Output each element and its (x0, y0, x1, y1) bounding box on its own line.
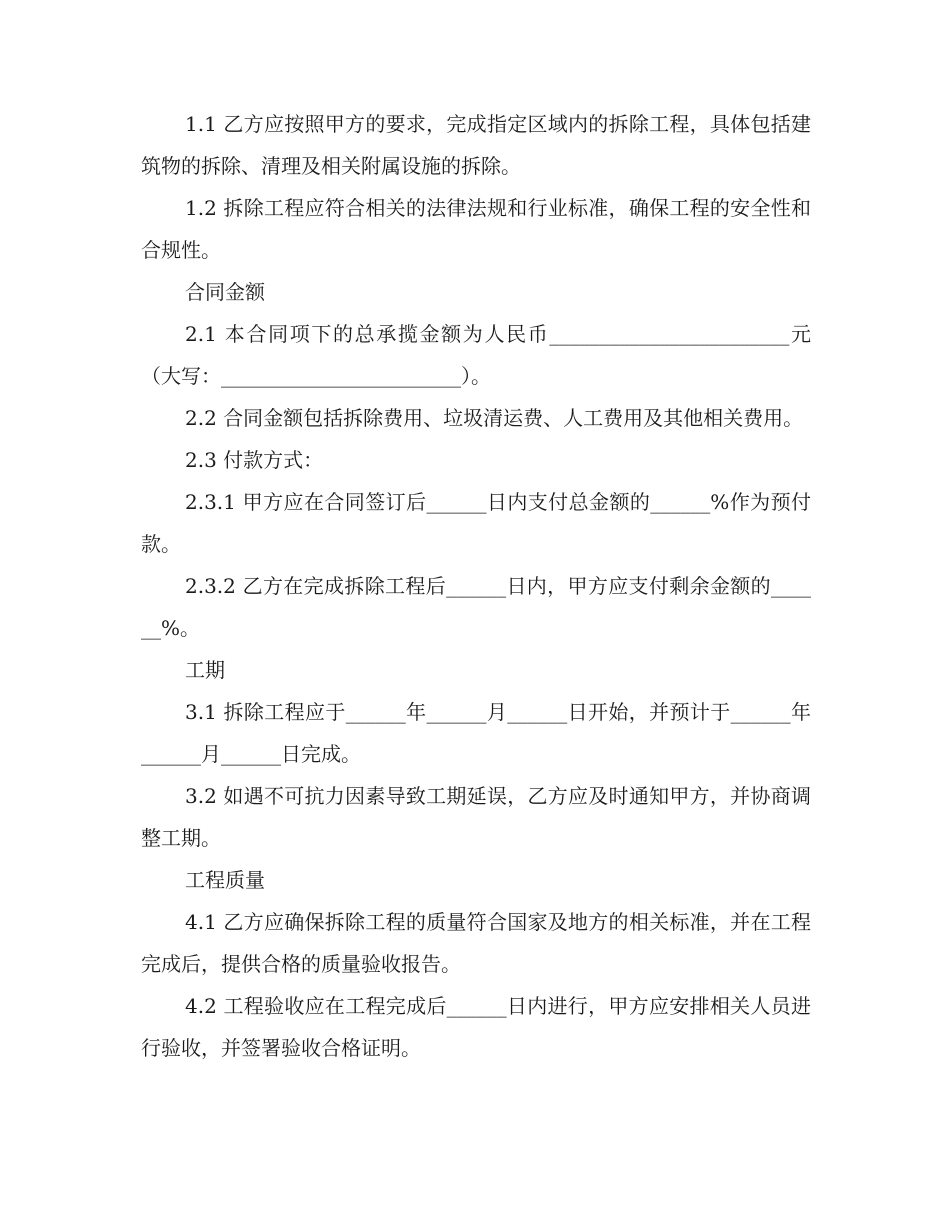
section-heading-schedule: 工期 (185, 658, 225, 682)
clause-1-1: 1.1 乙方应按照甲方的要求，完成指定区域内的拆除工程，具体包括建筑物的拆除、清理及相关附属设施的拆除。 (141, 112, 811, 178)
clause-2-3-2: 2.3.2 乙方在完成拆除工程后______日内，甲方应支付剩余金额的______%。 (141, 574, 811, 640)
clause-2-3-1: 2.3.1 甲方应在合同签订后______日内支付总金额的______%作为预付款。 (141, 490, 811, 556)
clause-2-2: 2.2 合同金额包括拆除费用、垃圾清运费、人工费用及其他相关费用。 (185, 406, 804, 430)
section-heading-contract-amount: 合同金额 (185, 280, 265, 304)
clause-3-2: 3.2 如遇不可抗力因素导致工期延误，乙方应及时通知甲方，并协商调整工期。 (141, 784, 811, 850)
clause-2-3: 2.3 付款方式： (185, 448, 324, 472)
clause-4-2: 4.2 工程验收应在工程完成后______日内进行，甲方应安排相关人员进行验收，并签署验收合格证明。 (141, 994, 811, 1060)
clause-1-2: 1.2 拆除工程应符合相关的法律法规和行业标准，确保工程的安全性和合规性。 (141, 196, 811, 262)
clause-2-1: 2.1 本合同项下的总承揽金额为人民币________________________元（大写：________________________）。 (141, 322, 811, 388)
section-heading-quality: 工程质量 (185, 868, 265, 892)
clause-3-1: 3.1 拆除工程应于______年______月______日开始，并预计于______年______月______日完成。 (141, 700, 811, 766)
clause-4-1: 4.1 乙方应确保拆除工程的质量符合国家及地方的相关标准，并在工程完成后，提供合格的质量验收报告。 (141, 910, 811, 976)
document-body (141, 103, 811, 1069)
